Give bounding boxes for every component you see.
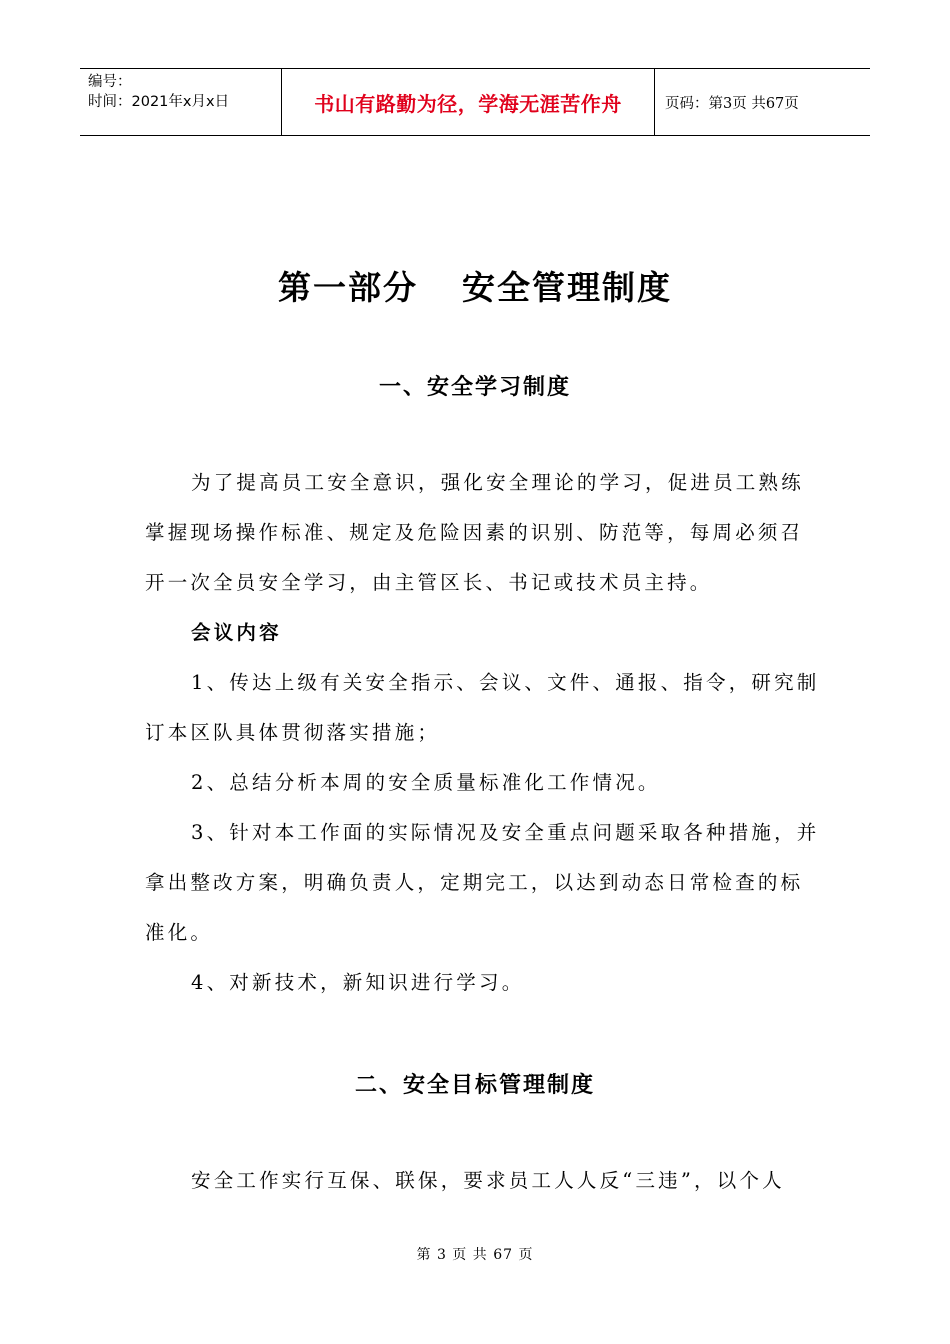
intro-line-2: 掌握现场操作标准、规定及危险因素的识别、防范等，每周必须召 [145, 521, 804, 544]
header-page-info [655, 69, 870, 135]
item-1-line-1: 1、传达上级有关安全指示、会议、文件、通报、指令，研究制 [191, 671, 820, 694]
item-3-line-3: 准化。 [145, 921, 214, 944]
item-3-line-2: 拿出整改方案，明确负责人，定期完工，以达到动态日常检查的标 [145, 871, 804, 894]
header-meta [80, 69, 281, 135]
section1-intro [145, 458, 810, 608]
main-title-part: 第一部分 [278, 268, 418, 307]
item-3-line-1: 3、针对本工作面的实际情况及安全重点问题采取各种措施，并 [191, 821, 820, 844]
page-footer: 第 3 页 共 67 页 [416, 1247, 534, 1263]
item-4: 4、对新技术，新知识进行学习。 [191, 971, 525, 994]
intro-line-1: 为了提高员工安全意识，强化安全理论的学习，促进员工熟练 [191, 471, 804, 494]
header-motto-cell [281, 69, 655, 135]
page-header [80, 68, 870, 136]
item-1 [145, 658, 820, 758]
item-1-line-2: 订本区队具体贯彻落实措施； [145, 721, 441, 744]
section2-intro: 安全工作实行互保、联保，要求员工人人反“三违”，以个人 [191, 1169, 785, 1192]
section1-heading: 一、安全学习制度 [378, 374, 571, 400]
serial-label: 编号： [88, 74, 132, 90]
main-title-name: 安全管理制度 [462, 268, 672, 307]
page-info-text: 页码：第3页 共67页 [665, 95, 799, 112]
header-motto: 书山有路勤为径，学海无涯苦作舟 [314, 91, 622, 116]
time-label: 时间：2021年x月x日 [88, 94, 230, 110]
section2-heading: 二、安全目标管理制度 [354, 1072, 595, 1098]
intro-line-3: 开一次全员安全学习，由主管区长、书记或技术员主持。 [145, 571, 713, 594]
main-title [0, 262, 950, 309]
meeting-content-subheading: 会议内容 [191, 621, 282, 644]
item-3 [145, 808, 820, 958]
item-2: 2、总结分析本周的安全质量标准化工作情况。 [191, 771, 661, 794]
